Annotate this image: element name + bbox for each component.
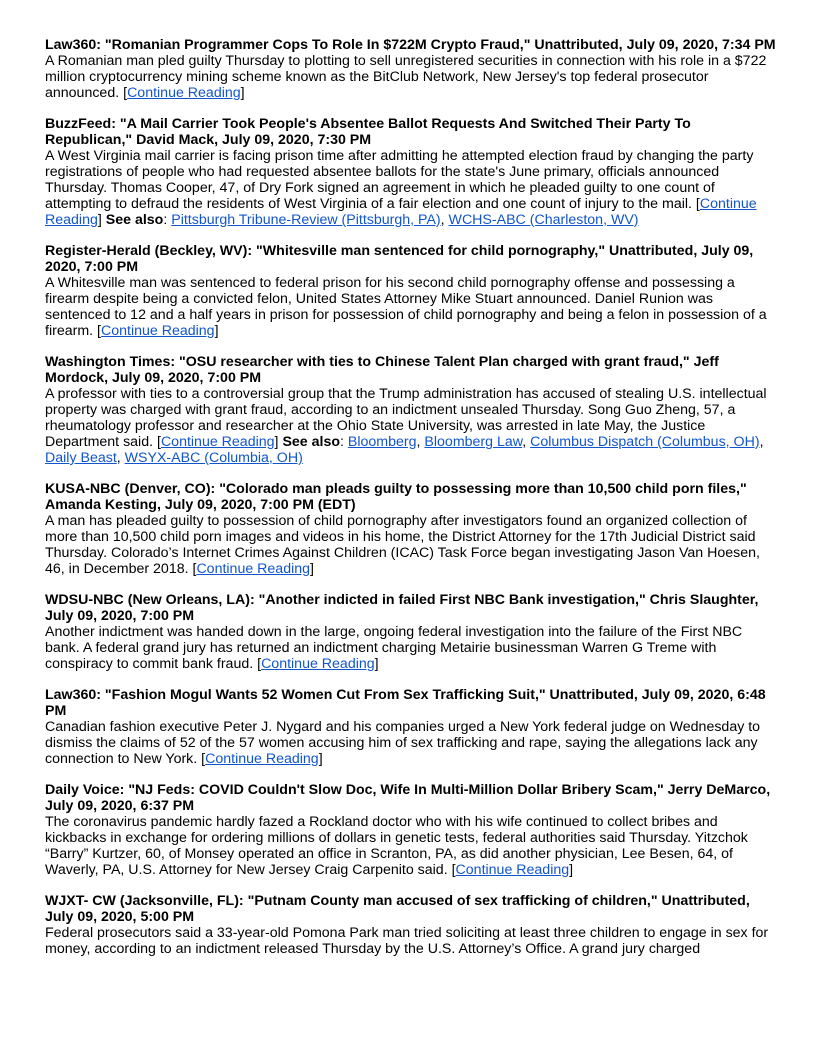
continue-reading-link[interactable]: Continue Reading [127,85,241,101]
article-summary [45,925,776,957]
news-article [45,687,776,767]
article-body-text: A Romanian man pled guilty Thursday to plotting to sell unregistered securities in connection with his role in a $722 million cryptocurrency mining scheme known as the BitClub Network, New Jersey's top federal prosecutor announced. [45,53,767,101]
continue-reading-link[interactable]: Continue Reading [455,862,570,878]
article-summary: A Whitesville man was sentenced to federal prison for his second child pornography offense and possessing a firearm despite being a convicted felon, United States Attorney Mike Stuart announced. Daniel Runion was sentenced to 12 and a half years in prison for possession of child pornography and being a felon in possession of a firearm. [Continue Reading] [45,275,767,339]
continue-reading-link[interactable]: Continue Reading [196,561,311,577]
see-also-link[interactable]: Daily Beast [45,450,117,466]
news-article [45,893,776,957]
article-headline: KUSA-NBC (Denver, CO): "Colorado man pleads guilty to possessing more than 10,500 child porn files," Amanda Kesting, July 09, 2020, 7:00 PM (EDT) [45,481,747,513]
article-summary: Canadian fashion executive Peter J. Nygard and his companies urged a New York federal judge on Wednesday to dismiss the claims of 52 of the 57 women accusing him of sex trafficking and rape, saying the allegations lack any connection to New York. [Continue Reading] [45,719,761,767]
continue-reading-link[interactable]: Continue Reading [100,323,215,339]
news-article [45,243,776,339]
article-headline: WJXT- CW (Jacksonville, FL): "Putnam County man accused of sex trafficking of children," Unattributed, July 09, 2020, 5:00 PM [45,893,750,925]
article-headline: Law360: "Romanian Programmer Cops To Role In $722M Crypto Fraud," Unattributed, July 09, 2020, 7:34 PM [45,37,776,53]
article-body-text: The coronavirus pandemic hardly fazed a Rockland doctor who with his wife continued to collect bribes and kickbacks in exchange for ordering millions of dollars in genetic tests, federal authorities said Thursday. Yitzchok “Barry” Kurtzer, 60, of Monsey operated an office in Scranton, PA, as did another physician, Lee Besen, 64, of Waverly, PA, U.S. Attorney for New Jersey Craig Carpenito said. [45,814,748,878]
article-headline: Law360: "Fashion Mogul Wants 52 Women Cut From Sex Trafficking Suit," Unattributed, July 09, 2020, 6:48 PM [45,687,766,719]
news-article [45,782,776,878]
continue-reading-link[interactable]: Continue Reading [160,434,275,450]
article-headline: WDSU-NBC (New Orleans, LA): "Another indicted in failed First NBC Bank investigation," Chris Slaughter, July 09, 2020, 7:00 PM [45,592,759,624]
article-summary: A professor with ties to a controversial group that the Trump administration has accused of stealing U.S. intellectual property was charged with grant fraud, according to an indictment unsealed Thursday. Song Guo Zheng, 57, a rheumatology professor and researcher at the Ohio State University, was arrested in late May, the Justice Department said. [Continue Reading] See also: Bloomberg, Bloomberg Law, Columbus Dispatch (Columbus, OH), Daily Beast, WSYX-ABC (Columbia, OH) [45,386,767,466]
continue-reading-link[interactable]: Continue Reading [45,196,757,228]
article-headline: Washington Times: "OSU researcher with ties to Chinese Talent Plan charged with grant fraud," Jeff Mordock, July 09, 2020, 7:00 PM [45,354,719,386]
see-also-link[interactable]: Bloomberg Law [424,434,523,450]
see-also-label: See also [282,434,341,450]
article-body-text: Another indictment was handed down in the large, ongoing federal investigation into the failure of the First NBC bank. A federal grand jury has returned an indictment charging Metairie businessman Warren G Treme with conspiracy to commit bank fraud. [45,624,743,672]
see-also-link[interactable]: Pittsburgh Tribune-Review (Pittsburgh, PA) [171,212,441,228]
see-also-link[interactable]: WCHS-ABC (Charleston, WV) [448,212,639,228]
article-body-text: A Whitesville man was sentenced to federal prison for his second child pornography offense and possessing a firearm despite being a convicted felon, United States Attorney Mike Stuart announced. Daniel Runion was sentenced to 12 and a half years in prison for possession of child pornography and being a felon in possession of a firearm. [45,275,767,339]
article-body-text: A professor with ties to a controversial group that the Trump administration has accused of stealing U.S. intellectual property was charged with grant fraud, according to an indictment unsealed Thursday. Song Guo Zheng, 57, a rheumatology professor and researcher at the Ohio State University, was arrested in late May, the Justice Department said. [45,386,767,450]
article-body-text: A West Virginia mail carrier is facing prison time after admitting he attempted election fraud by changing the party registrations of people who had requested absentee ballots for the state's June primary, officials announced Thursday. Thomas Cooper, 47, of Dry Fork signed an agreement in which he pleaded guilty to one count of attempting to defraud the residents of West Virginia of a fair election and one count of injury to the mail. [45,148,754,212]
news-article [45,354,776,466]
continue-reading-link[interactable]: Continue Reading [205,751,319,767]
see-also-link[interactable]: Bloomberg [347,434,417,450]
article-summary: A Romanian man pled guilty Thursday to plotting to sell unregistered securities in connection with his role in a $722 million cryptocurrency mining scheme known as the BitClub Network, New Jersey's top federal prosecutor announced. [Continue Reading] [45,53,767,101]
news-article [45,37,776,101]
see-also-link[interactable]: WSYX-ABC (Columbia, OH) [124,450,303,466]
article-summary: A West Virginia mail carrier is facing prison time after admitting he attempted election fraud by changing the party registrations of people who had requested absentee ballots for the state's June primary, officials announced Thursday. Thomas Cooper, 47, of Dry Fork signed an agreement in which he pleaded guilty to one count of attempting to defraud the residents of West Virginia of a fair election and one count of injury to the mail. [Continue Reading] See also: Pittsburgh Tribune-Review (Pittsburgh, PA), WCHS-ABC (Charleston, WV) [45,148,757,228]
news-article [45,116,776,228]
continue-reading-link[interactable]: Continue Reading [261,656,375,672]
news-article [45,592,776,672]
article-body-text: Federal prosecutors said a 33-year-old Pomona Park man tried soliciting at least three children to engage in sex for money, according to an indictment released Thursday by the U.S. Attorney’s Office. A grand jury charged [45,925,769,957]
article-headline: BuzzFeed: "A Mail Carrier Took People's Absentee Ballot Requests And Switched Their Party To Republican," David Mack, July 09, 2020, 7:30 PM [45,116,691,148]
see-also-label: See also [105,212,164,228]
article-body-text: Canadian fashion executive Peter J. Nygard and his companies urged a New York federal judge on Wednesday to dismiss the claims of 52 of the 57 women accusing him of sex trafficking and rape, saying the allegations lack any connection to New York. [45,719,761,767]
article-headline: Register-Herald (Beckley, WV): "Whitesville man sentenced for child pornography," Unattributed, July 09, 2020, 7:00 PM [45,243,754,275]
article-headline: Daily Voice: "NJ Feds: COVID Couldn't Slow Doc, Wife In Multi-Million Dollar Bribery Scam," Jerry DeMarco, July 09, 2020, 6:37 PM [45,782,771,814]
article-body-text: A man has pleaded guilty to possession of child pornography after investigators found an organized collection of more than 10,500 child porn images and videos in his home, the District Attorney for the 17th Judicial District said Thursday. Colorado’s Internet Crimes Against Children (ICAC) Task Force began investigating Jason Van Hoesen, 46, in December 2018. [45,513,760,577]
news-article [45,481,776,577]
article-summary: A man has pleaded guilty to possession of child pornography after investigators found an organized collection of more than 10,500 child porn images and videos in his home, the District Attorney for the 17th Judicial District said Thursday. Colorado’s Internet Crimes Against Children (ICAC) Task Force began investigating Jason Van Hoesen, 46, in December 2018. [Continue Reading] [45,513,760,577]
see-also-link[interactable]: Columbus Dispatch (Columbus, OH) [530,434,760,450]
article-summary: The coronavirus pandemic hardly fazed a Rockland doctor who with his wife continued to collect bribes and kickbacks in exchange for ordering millions of dollars in genetic tests, federal authorities said Thursday. Yitzchok “Barry” Kurtzer, 60, of Monsey operated an office in Scranton, PA, as did another physician, Lee Besen, 64, of Waverly, PA, U.S. Attorney for New Jersey Craig Carpenito said. [Continue Reading] [45,814,748,878]
article-summary: Another indictment was handed down in the large, ongoing federal investigation into the failure of the First NBC bank. A federal grand jury has returned an indictment charging Metairie businessman Warren G Treme with conspiracy to commit bank fraud. [Continue Reading] [45,624,743,672]
